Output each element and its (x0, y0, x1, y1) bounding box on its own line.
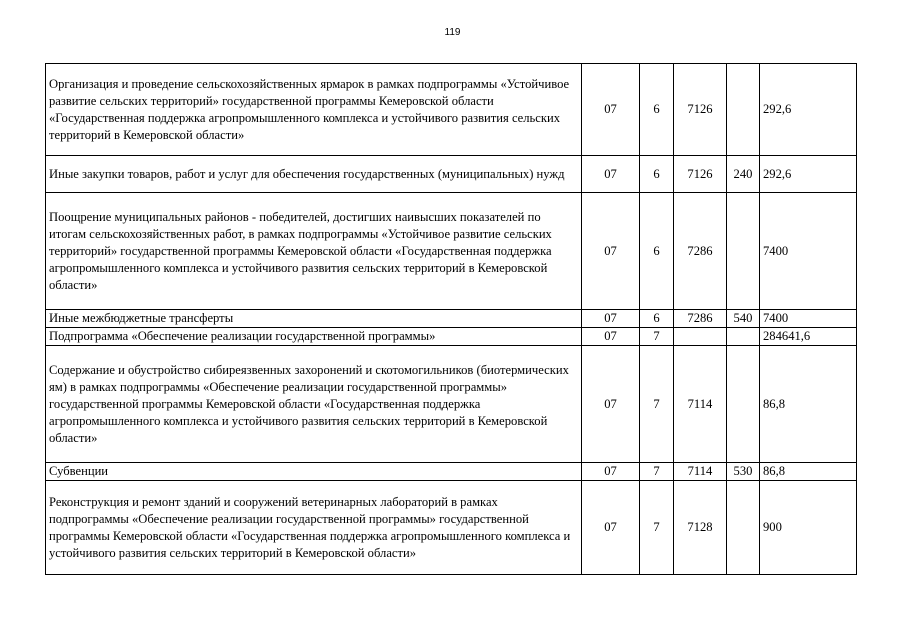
table-row (46, 481, 857, 575)
row-subsection: 7 (640, 481, 674, 575)
page-number: 119 (444, 27, 461, 38)
row-section: 07 (582, 193, 640, 310)
row-subsection: 6 (640, 64, 674, 156)
row-subsection: 6 (640, 310, 674, 328)
row-expense-type (727, 481, 760, 575)
row-section: 07 (582, 328, 640, 346)
row-subsection: 7 (640, 346, 674, 463)
row-description: Подпрограмма «Обеспечение реализации государственной программы» (46, 328, 582, 346)
row-expense-type: 540 (727, 310, 760, 328)
row-amount: 284641,6 (760, 328, 857, 346)
row-target-article: 7126 (674, 156, 727, 193)
row-subsection: 7 (640, 463, 674, 481)
row-section: 07 (582, 310, 640, 328)
row-amount: 86,8 (760, 463, 857, 481)
row-section: 07 (582, 481, 640, 575)
row-description: Организация и проведение сельскохозяйственных ярмарок в рамках подпрограммы «Устойчивое развитие сельских территорий» государственной программы Кемеровской области «Государственная поддержка агропромышленного комплекса и устойчивого развития сельских территорий в Кемеровской области» (46, 64, 582, 156)
row-description: Субвенции (46, 463, 582, 481)
row-amount: 7400 (760, 193, 857, 310)
row-section: 07 (582, 463, 640, 481)
row-target-article: 7286 (674, 193, 727, 310)
row-expense-type (727, 193, 760, 310)
row-description: Реконструкция и ремонт зданий и сооружений ветеринарных лабораторий в рамках подпрограммы «Обеспечение реализации государственной программы» государственной программы Кемеровской области «Государственная поддержка агропромышленного комплекса и устойчивого развития сельских территорий в Кемеровской области» (46, 481, 582, 575)
table-row (46, 310, 857, 328)
row-description: Содержание и обустройство сибиреязвенных захоронений и скотомогильников (биотермических ям) в рамках подпрограммы «Обеспечение реализации государственной программы» государственной программы Кемеровской области «Государственная поддержка агропромышленного комплекса и устойчивого развития сельских территорий в Кемеровской области» (46, 346, 582, 463)
row-target-article: 7126 (674, 64, 727, 156)
row-target-article: 7128 (674, 481, 727, 575)
row-target-article: 7114 (674, 346, 727, 463)
table-row (46, 463, 857, 481)
row-description: Иные закупки товаров, работ и услуг для обеспечения государственных (муниципальных) нужд (46, 156, 582, 193)
table-row (46, 346, 857, 463)
row-description: Поощрение муниципальных районов - победителей, достигших наивысших показателей по итогам сельскохозяйственных работ, в рамках подпрограммы «Устойчивое развитие сельских территорий» государственной программы Кемеровской области «Государственная поддержка агропромышленного комплекса и устойчивого развития сельских территорий в Кемеровской области» (46, 193, 582, 310)
row-section: 07 (582, 64, 640, 156)
row-target-article: 7114 (674, 463, 727, 481)
row-amount: 7400 (760, 310, 857, 328)
row-expense-type: 240 (727, 156, 760, 193)
budget-table (45, 63, 857, 575)
row-description: Иные межбюджетные трансферты (46, 310, 582, 328)
row-amount: 292,6 (760, 64, 857, 156)
row-amount: 900 (760, 481, 857, 575)
table-row (46, 328, 857, 346)
row-target-article (674, 328, 727, 346)
row-subsection: 6 (640, 193, 674, 310)
row-target-article: 7286 (674, 310, 727, 328)
row-expense-type (727, 328, 760, 346)
row-section: 07 (582, 156, 640, 193)
row-amount: 292,6 (760, 156, 857, 193)
row-section: 07 (582, 346, 640, 463)
table-row (46, 64, 857, 156)
table-row (46, 193, 857, 310)
table-row (46, 156, 857, 193)
row-expense-type (727, 64, 760, 156)
row-subsection: 7 (640, 328, 674, 346)
row-amount: 86,8 (760, 346, 857, 463)
row-expense-type (727, 346, 760, 463)
row-expense-type: 530 (727, 463, 760, 481)
row-subsection: 6 (640, 156, 674, 193)
